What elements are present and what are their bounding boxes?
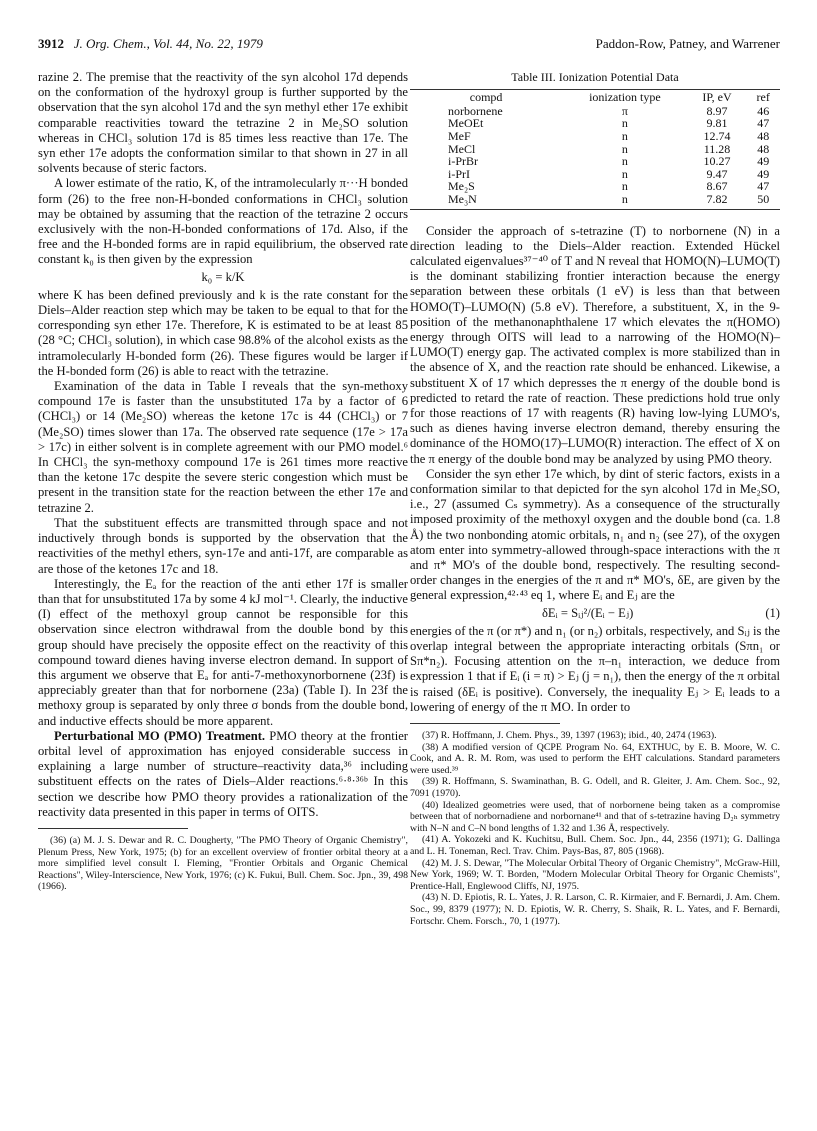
footnote: (43) N. D. Epiotis, R. L. Yates, J. R. Larson, C. R. Kirmaier, and F. Bernardi, J. Am. Chem. Soc., 99, 8379 (1977); N. D. Epiotis, W. R. Cherry, S. Shaik, R. L. Yates, and F. Bernardi, Fortschr. Chem. Forsch., 70, 1 (1977). xyxy=(410,892,780,927)
table-header-ref: ref xyxy=(746,90,780,105)
table-cell: 12.74 xyxy=(703,128,731,143)
table-row xyxy=(410,130,780,143)
table-header-ip: IP, eV xyxy=(688,90,747,105)
table-cell: 49 xyxy=(757,166,770,181)
footnote: (38) A modified version of QCPE Program No. 64, EXTHUC, by E. B. Moore, W. C. Cook, and A. R. M. Rom, was used to perform the EHT calculations. Standard parameters were used.³⁹ xyxy=(410,741,780,776)
table-cell: Me₃N xyxy=(410,193,562,209)
paragraph: Examination of the data in Table I reveals that the syn-methoxy compound 17e is faster than the unsubstituted 17a by a factor of 6 (CHCl₃) or 14 (Me₂SO) whereas the ketone 17c is 44 (CHCl₃) or 7 (Me₂SO) times slower than 17a. The observed rate sequence (17e > 17a > 17c) in either solvent is in complete agreement with our PMO model.⁶ In CHCl₃ the syn-methoxy compound 17e is 261 times more reactive than the ketone 17c despite the severe steric congestion which must be present in the transition state for the reaction between the ether 17e and tetrazine 2. xyxy=(38,379,408,515)
table-row xyxy=(410,193,780,209)
table-cell: MeCl xyxy=(448,141,476,156)
table-cell: 8.67 xyxy=(706,179,728,194)
table-row xyxy=(410,155,780,168)
table-cell: n xyxy=(621,116,628,131)
paragraph: Interestingly, the Eₐ for the reaction of the anti ether 17f is smaller than that for unsubstituted 17a by some 4 kJ mol⁻¹. Clearly, the inductive (I) effect of the methoxyl group cannot be responsible for this observation since electron withdrawal from the double bond by this group should have precisely the opposite effect on the reactivity of this compound toward dienes having inverse electron demand. In support of this argument we observe that Eₐ for anti-7-methoxynorbornene (23f) is appreciably greater than that for norbornene (23a) (Table I). In 23f the methoxy group is separated by only three σ bonds from the double bond, and inductive effects should be more apparent. xyxy=(38,576,408,728)
page-header xyxy=(38,36,780,56)
paragraph-text: PMO theory at the frontier orbital level of approximation has enjoyed considerable success in explaining a large number of structure–reactivity data,³⁶ including substituent effects on the rates of Diels–Alder reactions.⁶·⁸·³⁶ᵇ In this section we describe how PMO theory provides a rationalization of the reactivity data presented in this paper in terms of OITS. xyxy=(38,728,408,819)
table-cell: 49 xyxy=(757,154,770,169)
table-cell: 8.97 xyxy=(706,103,728,118)
table-cell: 9.81 xyxy=(706,116,728,131)
table-cell: n xyxy=(621,154,628,169)
table-title: Table III. Ionization Potential Data xyxy=(511,70,679,84)
ionization-potential-table xyxy=(410,89,780,209)
footnote: (37) R. Hoffmann, J. Chem. Phys., 39, 1397 (1963); ibid., 40, 2474 (1963). xyxy=(422,730,717,742)
paragraph: energies of the π (or π*) and n₁ (or n₂) orbitals, respectively, and Sᵢⱼ is the overlap integral between the appropriate interacting orbitals (Sπn₁ or Sπ*n₂). Focusing attention on the π–n₁ interaction, we deduce from expression 1 that if Eᵢ (i = π) > Eⱼ (j = n₁), then the energy of the π orbital is raised (δEᵢ is positive). Conversely, the inequality Eⱼ > Eᵢ leads to a lowering of energy of the π MO. In order to xyxy=(410,623,780,714)
table-cell: n xyxy=(621,179,628,194)
equation-rate-constant: k₀ = k/K xyxy=(201,269,245,284)
paragraph: Consider the approach of s-tetrazine (T) to norbornene (N) in a direction leading to the Diels–Alder reaction. Extended Hückel calculated eigenvalues³⁷⁻⁴⁰ of T and N reveal that HOMO(N)–LUMO(T) is the dominant stabilizing frontier interaction because the energy separation between these orbitals (1 eV) is less than that between HOMO(T)–LUMO(N) (5.8 eV). Therefore, a substituent, X, in the 9-position of the methanonaphthalene 17 which elevates the π(HOMO) energy through OITS will lead to a narrowing of the HOMO(N)–LUMO(T) energy gap. The activated complex is more stabilized than in the absence of X, and the reaction rate should be enhanced. Likewise, a substituent X of 17 which depresses the π energy of the double bond is predicted to retard the rate of reaction. These predictions hold true only for those reactions of 17 with reagents (R) having low-lying LUMO's, such as dienes having inverse electron demand, thereby ensuring the dominance of the HOMO(17)–LUMO(R) interaction. The effect of X on the π energy of the double bond may be analyzed by using PMO theory. xyxy=(410,223,780,466)
table-cell: MeOEt xyxy=(448,116,484,131)
page-number: 3912 xyxy=(38,36,64,51)
equation-1 xyxy=(410,606,780,621)
table-cell: n xyxy=(621,128,628,143)
paragraph: where K has been defined previously and k is the rate constant for the Diels–Alder reaction step which may be taken to be equal to that for the corresponding syn ether 17e. Therefore, K is estimated to be at least 85 (28 °C; CHCl₃ solution), in which case 98.8% of the alcohol exists as the intramolecularly H-bonded form (26). These figures would be larger if the H-bonded form (26) is able to react with the tetrazine. xyxy=(38,287,408,378)
table-cell: MeF xyxy=(448,128,471,143)
table-cell: 48 xyxy=(757,141,770,156)
table-cell: 7.82 xyxy=(688,193,747,209)
footnote-divider xyxy=(38,828,188,829)
left-column xyxy=(38,70,408,893)
paragraph: That the substituent effects are transmitted through space and not inductively through bonds is supported by the observation that the reactivities of the methyl ethers, syn-17e and anti-17f, are comparable as are those of the ketones 17c and 18. xyxy=(38,515,408,576)
paragraph-pmo xyxy=(38,729,408,820)
table-cell: π xyxy=(621,103,628,118)
table-cell: n xyxy=(621,141,628,156)
right-column xyxy=(410,70,780,927)
footnote: (39) R. Hoffmann, S. Swaminathan, B. G. Odell, and R. Gleiter, J. Am. Chem. Soc., 92, 7091 (1970). xyxy=(410,776,780,800)
footnotes xyxy=(38,835,408,893)
paragraph: A lower estimate of the ratio, K, of the intramolecularly π···H bonded form (26) to the free non-H-bonded conformations in CHCl₃ solution may be obtained by assuming that the reaction of the tetrazine 2 occurs exclusively with the non-H-bonded conformations of 17d. Also, if the free and the H-bonded forms are in rapid equilibrium, the observed rate constant k₀ is then given by the expression xyxy=(38,176,408,267)
paragraph: razine 2. The premise that the reactivity of the syn alcohol 17d depends on the conformation of the hydroxyl group is further supported by the observation that the syn alcohol 17d and the syn methyl ether 17e exhibit comparable reactivities toward the tetrazine 2 in Me₂SO solution whereas in CHCl₃ solution 17d is 85 times less reactive than 17e. The syn ether 17e adopts the conformation similar to that shown in 27 in all solvents because of steric factors. xyxy=(38,70,408,176)
footnote: (36) (a) M. J. S. Dewar and R. C. Dougherty, "The PMO Theory of Organic Chemistry", Plenum Press, New York, 1975; (b) for an excellent overview of frontier orbital theory at a more simplified level consult I. Fleming, "Frontier Orbitals and Organic Chemical Reactions", Wiley-Interscience, New York, 1976; (c) K. Fukui, Bull. Chem. Soc. Jpn., 39, 498 (1966). xyxy=(38,834,408,893)
footnote-divider xyxy=(410,723,560,724)
table-cell: 9.47 xyxy=(706,166,728,181)
footnote: (42) M. J. S. Dewar, "The Molecular Orbital Theory of Organic Chemistry", McGraw-Hill, New York, 1969; W. T. Borden, "Modern Molecular Orbital Theory for Organic Chemists", Prentice-Hall, Englewood Cliffs, NJ, 1975. xyxy=(410,857,780,892)
running-head-authors: Paddon-Row, Patney, and Warrener xyxy=(595,36,780,51)
table-cell: norbornene xyxy=(448,103,503,118)
running-head-left xyxy=(38,36,263,52)
table-header-compd: compd xyxy=(410,90,562,105)
footnotes xyxy=(410,730,780,927)
table-cell: 48 xyxy=(757,128,770,143)
footnote: (41) A. Yokozeki and K. Kuchitsu, Bull. Chem. Soc. Jpn., 44, 2356 (1971); G. Dallinga and L. H. Toneman, Recl. Trav. Chim. Pays-Bas, 87, 805 (1968). xyxy=(410,834,780,857)
table-cell: Me₂S xyxy=(448,179,475,194)
table-cell: i-PrBr xyxy=(448,154,478,169)
table-cell: 47 xyxy=(757,116,770,131)
table-cell: 11.28 xyxy=(703,141,731,156)
table-cell: n xyxy=(621,166,628,181)
paragraph: Consider the syn ether 17e which, by dint of steric factors, exists in a conformation similar to that depicted for the syn alcohol 17d in Me₂SO, i.e., 27 (assumed Cₛ symmetry). As a consequence of the structurally imposed proximity of the methoxyl oxygen and the double bond (ca. 1.8 Å) the two nonbonding atomic orbitals, n₁ and n₂ (see 27), of the oxygen atom enter into symmetry-allowed through-space interactions with the π and π* MO's of the double bond, respectively. The resulting second-order changes in the energies of the π and π* MO's, δE, are given by the general expression,⁴²·⁴³ eq 1, where Eᵢ and Eⱼ are the xyxy=(410,466,780,603)
journal-citation: J. Org. Chem., Vol. 44, No. 22, 1979 xyxy=(73,36,263,51)
table-cell: n xyxy=(562,193,687,209)
section-heading: Perturbational MO (PMO) Treatment. xyxy=(54,728,266,743)
table-header-type: ionization type xyxy=(562,90,687,105)
equation-number: (1) xyxy=(765,605,780,620)
table-cell: 10.27 xyxy=(703,154,731,169)
footnote: (40) Idealized geometries were used, that of norbornene being taken as a compromise between that of norbornadiene and norbornane⁴¹ and that of s-tetrazine having D₂ₕ symmetry with N–N and C–N bond lengths of 1.32 and 1.36 Å, respectively. xyxy=(410,799,780,834)
table-cell: 50 xyxy=(746,193,780,209)
table-cell: i-PrI xyxy=(448,166,470,181)
table-cell: 46 xyxy=(757,103,770,118)
table-cell: 47 xyxy=(757,179,770,194)
equation-text: δEᵢ = Sᵢⱼ²/(Eᵢ − Eⱼ) xyxy=(542,605,634,620)
